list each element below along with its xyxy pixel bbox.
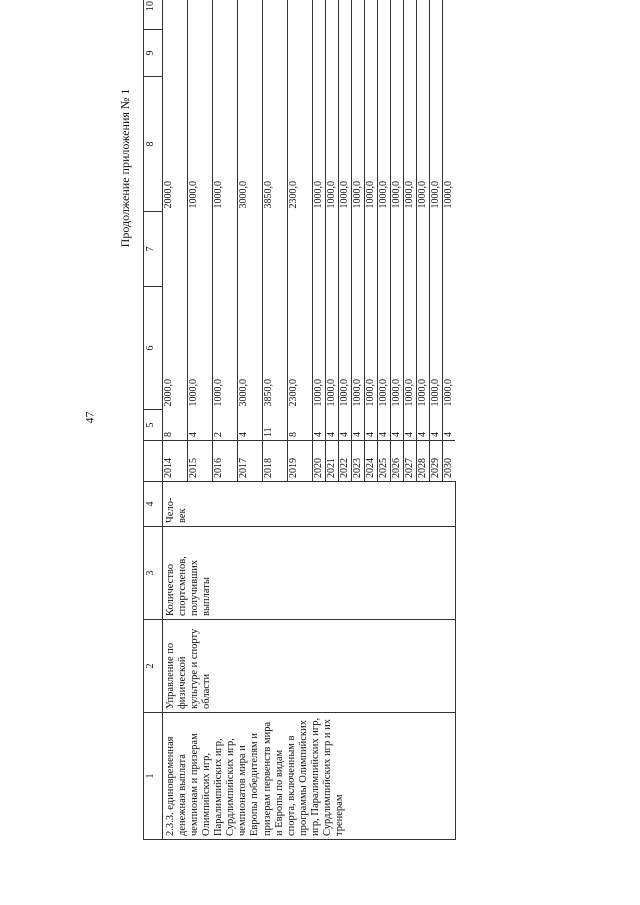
years-counts-table [163,410,455,482]
year-cell: 2022 [339,441,352,482]
year-subrow [430,77,443,212]
year-subrow [443,77,456,212]
year-subrow [417,77,430,212]
col9-empty-cell [313,30,326,77]
col8-value-cell: 3000,0 [238,77,263,212]
col10-empty-cell [378,0,391,30]
year-subrow [288,77,313,212]
year-subrow [365,0,378,30]
year-subrow [391,410,404,482]
year-subrow [391,0,404,30]
year-cell: 2016 [213,441,238,482]
year-subrow [391,30,404,77]
col7-empty-cell [313,212,326,287]
year-subrow [188,410,213,482]
col9-cell [163,30,456,77]
year-subrow [326,0,339,30]
year-subrow [365,30,378,77]
col7-empty-cell [404,212,417,287]
count-cell: 4 [238,410,263,441]
header-col-5: 5 [144,410,163,441]
col7-empty-cell [352,212,365,287]
count-cell: 4 [365,410,378,441]
col8-value-cell: 1000,0 [378,77,391,212]
col10-empty-cell [365,0,378,30]
year-subrow [188,77,213,212]
header-col-1: 1 [144,713,163,840]
year-subrow [188,0,213,30]
col6-value-cell: 1000,0 [365,287,378,410]
year-subrow [326,212,339,287]
year-subrow [352,410,365,482]
col9-empty-cell [417,30,430,77]
col9-empty-cell [163,30,188,77]
col6-value-cell: 2300,0 [288,287,313,410]
year-subrow [263,410,288,482]
col9-empty-cell [213,30,238,77]
count-cell: 11 [263,410,288,441]
count-cell: 4 [352,410,365,441]
year-subrow [417,30,430,77]
col10-empty-cell [339,0,352,30]
year-subrow [213,287,238,410]
col6-value-cell: 1000,0 [417,287,430,410]
header-col-9: 9 [144,30,163,77]
col10-empty-cell [188,0,213,30]
year-subrow [430,287,443,410]
year-subrow [378,287,391,410]
col8-values-table [163,77,455,212]
year-subrow [443,0,456,30]
continuation-label: Продолжение приложения № 1 [118,88,132,248]
year-subrow [417,287,430,410]
col9-empty-cell [339,30,352,77]
col8-value-cell: 1000,0 [443,181,454,209]
year-subrow [313,410,326,482]
col10-empty-cell [430,0,443,30]
col7-empty-cell [188,212,213,287]
year-subrow [339,0,352,30]
year-subrow [238,30,263,77]
rotated-table-container [143,1,593,840]
col7-empty-cell [163,212,188,287]
col10-values-table [163,0,455,30]
indicator-name: Количество спортсменов, получивших выплаты [163,527,456,620]
year-subrow [188,212,213,287]
year-subrow [326,287,339,410]
col7-empty-cell [213,212,238,287]
col7-values-table [163,212,455,287]
year-cell: 2020 [313,441,326,482]
col10-empty-cell [443,0,456,30]
year-cell: 2014 [163,441,188,482]
year-subrow [288,30,313,77]
count-cell: 4 [430,410,443,441]
col7-empty-cell [365,212,378,287]
col6-value-cell: 3850,0 [263,287,288,410]
year-subrow [365,410,378,482]
year-cell: 2029 [430,441,443,482]
col9-values-table [163,30,455,77]
year-subrow [378,212,391,287]
year-subrow [288,0,313,30]
year-subrow [339,30,352,77]
col8-value-cell: 2300,0 [288,77,313,212]
col6-value-cell: 1000,0 [378,287,391,410]
responsible-executor: Управление по физической культуре и спорту области [163,620,456,713]
year-subrow [313,287,326,410]
years-counts-cell [163,410,456,482]
header-col-2: 2 [144,620,163,713]
year-subrow [213,30,238,77]
year-subrow [326,410,339,482]
col6-value-cell: 1000,0 [326,287,339,410]
col8-value-cell: 1000,0 [417,77,430,212]
col6-value-cell: 1000,0 [188,287,213,410]
year-cell: 2028 [417,441,430,482]
year-subrow [352,30,365,77]
year-subrow [404,287,417,410]
year-subrow [365,212,378,287]
table-row [163,0,456,840]
col8-value-cell: 1000,0 [430,77,443,212]
year-cell: 2024 [365,441,378,482]
col10-empty-cell [263,0,288,30]
year-subrow [263,77,288,212]
header-col-6: 6 [144,287,163,410]
col9-empty-cell [352,30,365,77]
count-cell: 4 [188,410,213,441]
year-subrow [263,212,288,287]
col7-empty-cell [443,212,456,287]
col8-value-cell: 1000,0 [404,77,417,212]
year-subrow [365,77,378,212]
year-subrow [163,287,188,410]
col9-empty-cell [404,30,417,77]
count-cell: 4 [443,432,454,437]
col9-empty-cell [288,30,313,77]
col10-empty-cell [391,0,404,30]
year-subrow [378,77,391,212]
year-subrow [326,30,339,77]
col9-empty-cell [263,30,288,77]
year-cell: 2019 [288,441,313,482]
count-cell: 2 [213,410,238,441]
appendix-table [143,0,456,840]
col6-value-cell: 1000,0 [391,287,404,410]
year-subrow [313,0,326,30]
year-subrow [238,0,263,30]
col10-empty-cell [238,0,263,30]
year-subrow [188,287,213,410]
col8-value-cell: 2000,0 [163,77,188,212]
col7-empty-cell [263,212,288,287]
header-col-5-year [144,441,163,482]
year-subrow [339,287,352,410]
header-col-8: 8 [144,77,163,212]
year-subrow [404,30,417,77]
year-cell: 2018 [263,441,288,482]
year-subrow [417,410,430,482]
year-subrow [430,410,443,482]
col10-empty-cell [213,0,238,30]
col8-value-cell: 1000,0 [339,77,352,212]
col7-empty-cell [339,212,352,287]
col10-empty-cell [404,0,417,30]
year-cell: 2021 [326,441,339,482]
year-subrow [430,30,443,77]
count-cell: 4 [391,410,404,441]
year-subrow [288,212,313,287]
year-subrow [238,77,263,212]
col7-empty-cell [430,212,443,287]
year-subrow [163,30,188,77]
col8-value-cell: 1000,0 [326,77,339,212]
col9-empty-cell [430,30,443,77]
year-cell: 2026 [391,441,404,482]
year-cell: 2030 [443,441,456,482]
col6-value-cell: 1000,0 [404,287,417,410]
unit-of-measure: Чело-век [163,482,456,527]
col10-empty-cell [326,0,339,30]
header-col-3: 3 [144,527,163,620]
col7-empty-cell [378,212,391,287]
col9-empty-cell [238,30,263,77]
year-subrow [391,77,404,212]
col9-empty-cell [365,30,378,77]
col7-empty-cell [288,212,313,287]
header-col-10: 10 [144,0,163,30]
col9-empty-cell [443,30,456,77]
year-subrow [430,0,443,30]
year-subrow [365,287,378,410]
col6-value-cell: 1000,0 [339,287,352,410]
col8-value-cell: 1000,0 [213,77,238,212]
col6-value-cell: 1000,0 [443,379,454,407]
year-subrow [352,77,365,212]
count-cell: 8 [288,410,313,441]
year-subrow [404,212,417,287]
col10-empty-cell [288,0,313,30]
col6-value-cell: 2000,0 [163,287,188,410]
col7-empty-cell [326,212,339,287]
col6-value-cell: 1000,0 [213,287,238,410]
year-subrow [263,287,288,410]
year-subrow [417,0,430,30]
header-col-4: 4 [144,482,163,527]
col8-value-cell: 1000,0 [188,77,213,212]
col9-empty-cell [326,30,339,77]
year-subrow [313,212,326,287]
year-subrow [378,30,391,77]
year-subrow [213,410,238,482]
year-subrow [443,212,456,287]
col6-value-cell: 1000,0 [430,287,443,410]
col7-empty-cell [238,212,263,287]
col7-empty-cell [417,212,430,287]
year-subrow [163,212,188,287]
col6-value-cell: 3000,0 [238,287,263,410]
year-subrow [213,212,238,287]
year-subrow [443,30,456,77]
year-cell: 2017 [238,441,263,482]
count-cell: 4 [404,410,417,441]
year-subrow [213,0,238,30]
col6-values-cell [163,287,456,410]
year-subrow [404,410,417,482]
header-row [144,0,163,840]
year-subrow [339,77,352,212]
year-subrow [163,410,188,482]
year-subrow [288,287,313,410]
year-subrow [339,212,352,287]
col8-value-cell: 1000,0 [313,77,326,212]
page-number: 47 [82,411,97,424]
col10-empty-cell [417,0,430,30]
year-cell: 2015 [188,441,213,482]
year-subrow [238,212,263,287]
year-subrow [213,77,238,212]
year-subrow [417,212,430,287]
col10-empty-cell [313,0,326,30]
year-cell: 2023 [352,441,365,482]
year-subrow [238,287,263,410]
col8-value-cell: 1000,0 [391,77,404,212]
year-subrow [352,0,365,30]
col7-cell [163,212,456,287]
year-subrow [263,0,288,30]
col6-values-table [163,287,455,410]
year-subrow [238,410,263,482]
col8-value-cell: 1000,0 [352,77,365,212]
col9-empty-cell [378,30,391,77]
year-subrow [163,0,188,30]
year-subrow [339,410,352,482]
year-subrow [378,0,391,30]
col9-empty-cell [188,30,213,77]
count-cell: 4 [339,410,352,441]
year-subrow [404,0,417,30]
year-subrow [288,410,313,482]
col10-empty-cell [163,0,188,30]
year-subrow [163,77,188,212]
year-subrow [443,410,456,482]
year-subrow [430,212,443,287]
year-subrow [352,212,365,287]
year-cell: 2027 [404,441,417,482]
year-subrow [263,30,288,77]
measure-description: 2.3.3. единовременная денежная выплата чемпионам и призерам Олимпийских игр, Паралимпийских игр, Сурдлимпийских игр, чемпионатов мира и Европы победителям и призерам первенств мира и Европы по видам спорта, включенным в программы Олимпийских игр, Паралимпийских игр, Сурдлимпийских игр и их тренерам [163,713,456,840]
year-subrow [404,77,417,212]
header-col-7: 7 [144,212,163,287]
year-subrow [391,287,404,410]
year-subrow [378,410,391,482]
year-subrow [391,212,404,287]
col6-value-cell: 1000,0 [313,287,326,410]
year-subrow [352,287,365,410]
year-subrow [313,30,326,77]
year-subrow [443,287,456,410]
col10-empty-cell [352,0,365,30]
col10-cell [163,0,456,30]
col8-values-cell [163,77,456,212]
col7-empty-cell [391,212,404,287]
count-cell: 8 [163,410,188,441]
count-cell: 4 [326,410,339,441]
col8-value-cell: 1000,0 [365,77,378,212]
year-subrow [188,30,213,77]
col8-value-cell: 3850,0 [263,77,288,212]
year-cell: 2025 [378,441,391,482]
col9-empty-cell [391,30,404,77]
count-cell: 4 [313,410,326,441]
year-subrow [326,77,339,212]
col6-value-cell: 1000,0 [352,287,365,410]
count-cell: 4 [417,410,430,441]
year-subrow [313,77,326,212]
count-cell: 4 [378,410,391,441]
